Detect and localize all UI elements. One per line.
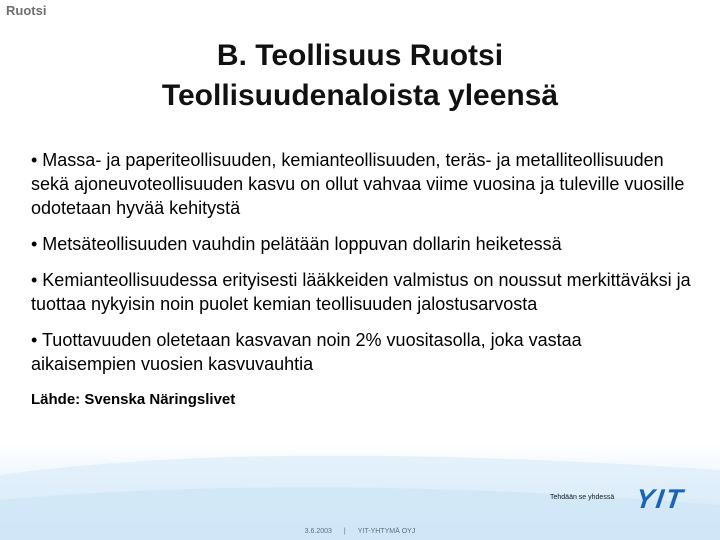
bullet-item: • Massa- ja paperiteollisuuden, kemianteollisuuden, teräs- ja metalliteollisuuden sekä ajoneuvoteollisuuden kasvu on ollut vahvaa viime vuosina ja tuleville vuosille odotetaan hyvää kehitystä [31,150,685,218]
corner-label: Ruotsi [6,3,47,18]
footer-separator: | [343,528,346,535]
footer-wave [0,445,720,540]
bullet-list [31,148,691,412]
footer-date: 3.6.2003 [304,528,332,535]
footer-info [0,528,720,535]
yit-logo: YIT [633,484,687,514]
title-line-2: Teollisuudenaloista yleensä [161,79,559,112]
slide-title [0,36,720,116]
bullet-item: • Kemianteollisuudessa erityisesti lääkkeiden valmistus on noussut merkittäväksi ja tuottaa nykyisin noin puolet kemian teollisuuden jalostusarvosta [31,270,691,314]
source-note: Lähde: Svenska Näringslivet [31,391,236,408]
footer-company: YIT-YHTYMÄ OYJ [357,528,416,535]
footer-band [0,445,720,540]
bullet-item: • Metsäteollisuuden vauhdin pelätään loppuvan dollarin heiketessä [31,234,562,254]
title-line-1: B. Teollisuus Ruotsi [216,39,504,72]
footer-slogan: Tehdään se yhdessä [550,494,615,501]
bullet-item: • Tuottavuuden oletetaan kasvavan noin 2% vuositasolla, joka vastaa aikaisempien vuosien kasvuvauhtia [31,330,582,374]
